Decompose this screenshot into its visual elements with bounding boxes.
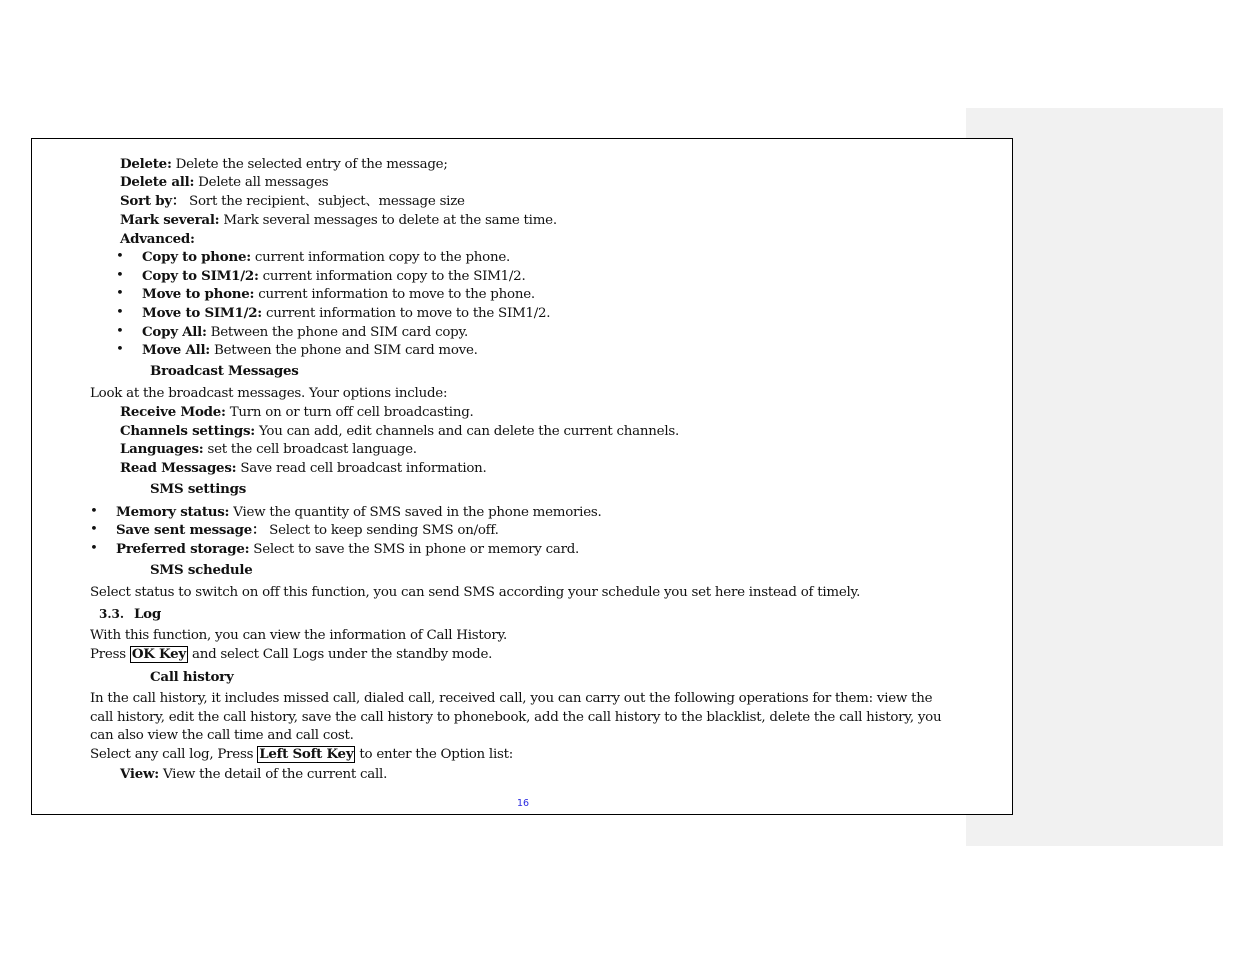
ok-key-label: OK Key [131,646,186,662]
bullet-icon: • [116,305,124,320]
bullet-icon: • [116,342,124,357]
page-number: 16 [517,798,530,809]
advanced-item: Move to SIM1/2: current information to move to the SIM1/2. [142,305,551,321]
option-sort-by: Sort by： Sort the recipient、subject、message size [120,193,465,209]
option-advanced: Advanced: [120,231,195,247]
bullet-icon: • [90,541,98,556]
broadcast-intro: Look at the broadcast messages. Your options include: [90,386,448,401]
advanced-item: Copy to SIM1/2: current information copy to the SIM1/2. [142,268,526,284]
option-mark-several: Mark several: Mark several messages to delete at the same time. [120,212,557,228]
call-history-paragraph: In the call history, it includes missed call, dialed call, received call, you can carry out the following operations for them: view the call history, edit the call history, save the call history to phonebook, add the call history to the blacklist, delete the call history, you can also view the call time and call cost. [90,691,942,744]
advanced-item: Copy All: Between the phone and SIM card copy. [142,324,469,340]
bullet-icon: • [116,268,124,283]
sms-settings-item: Save sent message： Select to keep sending SMS on/off. [116,522,499,538]
advanced-item: Move All: Between the phone and SIM card move. [142,342,478,358]
broadcast-heading: Broadcast Messages [150,363,299,379]
bullet-icon: • [116,286,124,301]
sms-schedule-text: Select status to switch on off this function, you can send SMS according your schedule you set here instead of timely. [90,585,861,600]
sms-settings-item: Memory status: View the quantity of SMS saved in the phone memories. [116,504,602,520]
sms-settings-item: Preferred storage: Select to save the SMS in phone or memory card. [116,541,580,557]
broadcast-item: Languages: set the cell broadcast language. [120,441,417,457]
bullet-icon: • [116,249,124,264]
bullet-icon: • [90,504,98,519]
option-delete-all: Delete all: Delete all messages [120,174,329,190]
broadcast-item: Channels settings: You can add, edit channels and can delete the current channels. [120,423,679,439]
left-soft-key-label: Left Soft Key [259,746,354,762]
call-history-heading: Call history [150,669,234,685]
log-press-line: Press OK Key and select Call Logs under the standby mode. [90,646,493,662]
section-number: 3.3. [99,607,125,621]
broadcast-item: Read Messages: Save read cell broadcast information. [120,460,487,476]
call-history-view-option: View: View the detail of the current call. [120,766,388,782]
log-intro: With this function, you can view the information of Call History. [90,628,508,643]
call-history-select-line: Select any call log, Press Left Soft Key to enter the Option list: [90,746,513,762]
advanced-item: Move to phone: current information to move to the phone. [142,286,535,302]
sms-settings-heading: SMS settings [150,481,246,497]
broadcast-item: Receive Mode: Turn on or turn off cell broadcasting. [120,404,474,420]
bullet-icon: • [116,324,124,339]
log-heading: Log [134,606,161,622]
advanced-item: Copy to phone: current information copy to the phone. [142,249,511,265]
bullet-icon: • [90,522,98,537]
option-delete: Delete: Delete the selected entry of the message; [120,156,448,172]
sms-schedule-heading: SMS schedule [150,562,253,578]
